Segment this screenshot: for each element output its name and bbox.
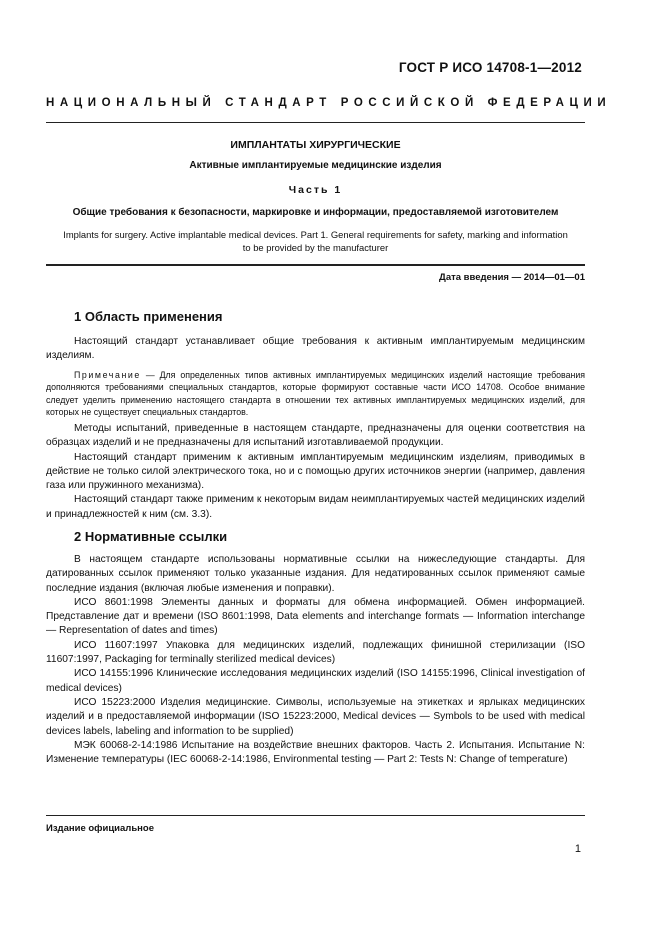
reference-item: ИСО 15223:2000 Изделия медицинские. Символы, используемые на этикетках и ярлыках медицинских изделий и в предоставляемой информации (ISO 15223:2000, Medical devices — Symbols to be used with medical devices labels, labeling and information to be supplied) xyxy=(46,696,585,737)
section-1-note xyxy=(46,369,585,418)
document-title: ИМПЛАНТАТЫ ХИРУРГИЧЕСКИЕ xyxy=(230,139,401,151)
reference-item: ИСО 8601:1998 Элементы данных и форматы для обмена информацией. Обмен информацией. Представление дат и времени (ISO 8601:1998, Data elements and interchange formats — Information interchange — Representation of dates and times) xyxy=(46,596,585,637)
title-divider xyxy=(46,264,585,266)
page-number: 1 xyxy=(574,843,581,855)
paragraph: Методы испытаний, приведенные в настоящем стандарте, предназначены для оценки соответствия на образцах изделий и не предназначены для испытаний изготавливаемой продукции. xyxy=(46,423,585,449)
footer-divider xyxy=(46,815,585,816)
reference-item: ИСО 14155:1996 Клинические исследования медицинских изделий (ISO 14155:1996, Clinical investigation of medical devices) xyxy=(46,668,585,694)
note-paragraph xyxy=(46,369,585,418)
paragraph: Настоящий стандарт также применим к некоторым видам неимплантируемых частей медицинских изделий и принадлежностей к ним (см. 3.3). xyxy=(46,494,585,520)
paragraph: Настоящий стандарт применим к активным имплантируемым медицинским изделиям, приводимых в действие не только силой электрического тока, но и с помощью других источников энергии (например, давления газа или пружинного механизма). xyxy=(46,451,585,492)
paragraph: В настоящем стандарте использованы нормативные ссылки на нижеследующие стандарты. Для датированных ссылок применяют только указанные издания. Для недатированных ссылок применяют самые последние издания (включая любые изменения и поправки). xyxy=(46,554,585,594)
section-2-body xyxy=(46,553,585,767)
paragraph: Настоящий стандарт устанавливает общие требования к активным имплантируемым медицинским изделиям. xyxy=(46,336,585,362)
document-id: ГОСТ Р ИСО 14708-1—2012 xyxy=(398,60,582,75)
part-label: Часть 1 xyxy=(288,184,343,196)
note-text: — Для определенных типов активных имплантируемых медицинских изделий настоящие требования дополняются требованиями специальных стандартов, которые формируют составные части ИСО 14708. Особое внимание следует уделить применению настоящего стандарта в отношении тех активных имплантируемых медицинских изделий, для которых не существует специальных стандартов. xyxy=(46,370,585,417)
section-2-heading: 2 Нормативные ссылки xyxy=(74,529,228,544)
reference-item: ИСО 11607:1997 Упаковка для медицинских изделий, подлежащих финишной стерилизации (ISO 11607:1997, Packaging for terminally sterilized medical devices) xyxy=(46,639,585,666)
section-1-body xyxy=(46,422,585,522)
section-1-intro xyxy=(46,335,585,364)
english-title: Implants for surgery. Active implantable medical devices. Part 1. General requirements for safety, marking and information to be provided by the manufacturer xyxy=(63,229,568,253)
introduction-date: Дата введения — 2014—01—01 xyxy=(439,272,585,283)
section-1-heading: 1 Область применения xyxy=(74,309,223,324)
document-subtitle: Активные имплантируемые медицинские изделия xyxy=(189,160,442,171)
note-label: Примечание xyxy=(74,370,141,380)
national-standard-title: НАЦИОНАЛЬНЫЙ СТАНДАРТ РОССИЙСКОЙ ФЕДЕРАЦИИ xyxy=(46,97,612,109)
part-title: Общие требования к безопасности, маркировке и информации, предоставляемой изготовителем xyxy=(72,207,559,218)
header-divider xyxy=(46,122,585,123)
official-edition-label: Издание официальное xyxy=(46,823,154,834)
reference-item: МЭК 60068-2-14:1986 Испытание на воздействие внешних факторов. Часть 2. Испытания. Испытание N: Изменение температуры (IEC 60068-2-14:1986, Environmental testing — Part 2: Tests N: Change of temperature) xyxy=(46,739,585,766)
